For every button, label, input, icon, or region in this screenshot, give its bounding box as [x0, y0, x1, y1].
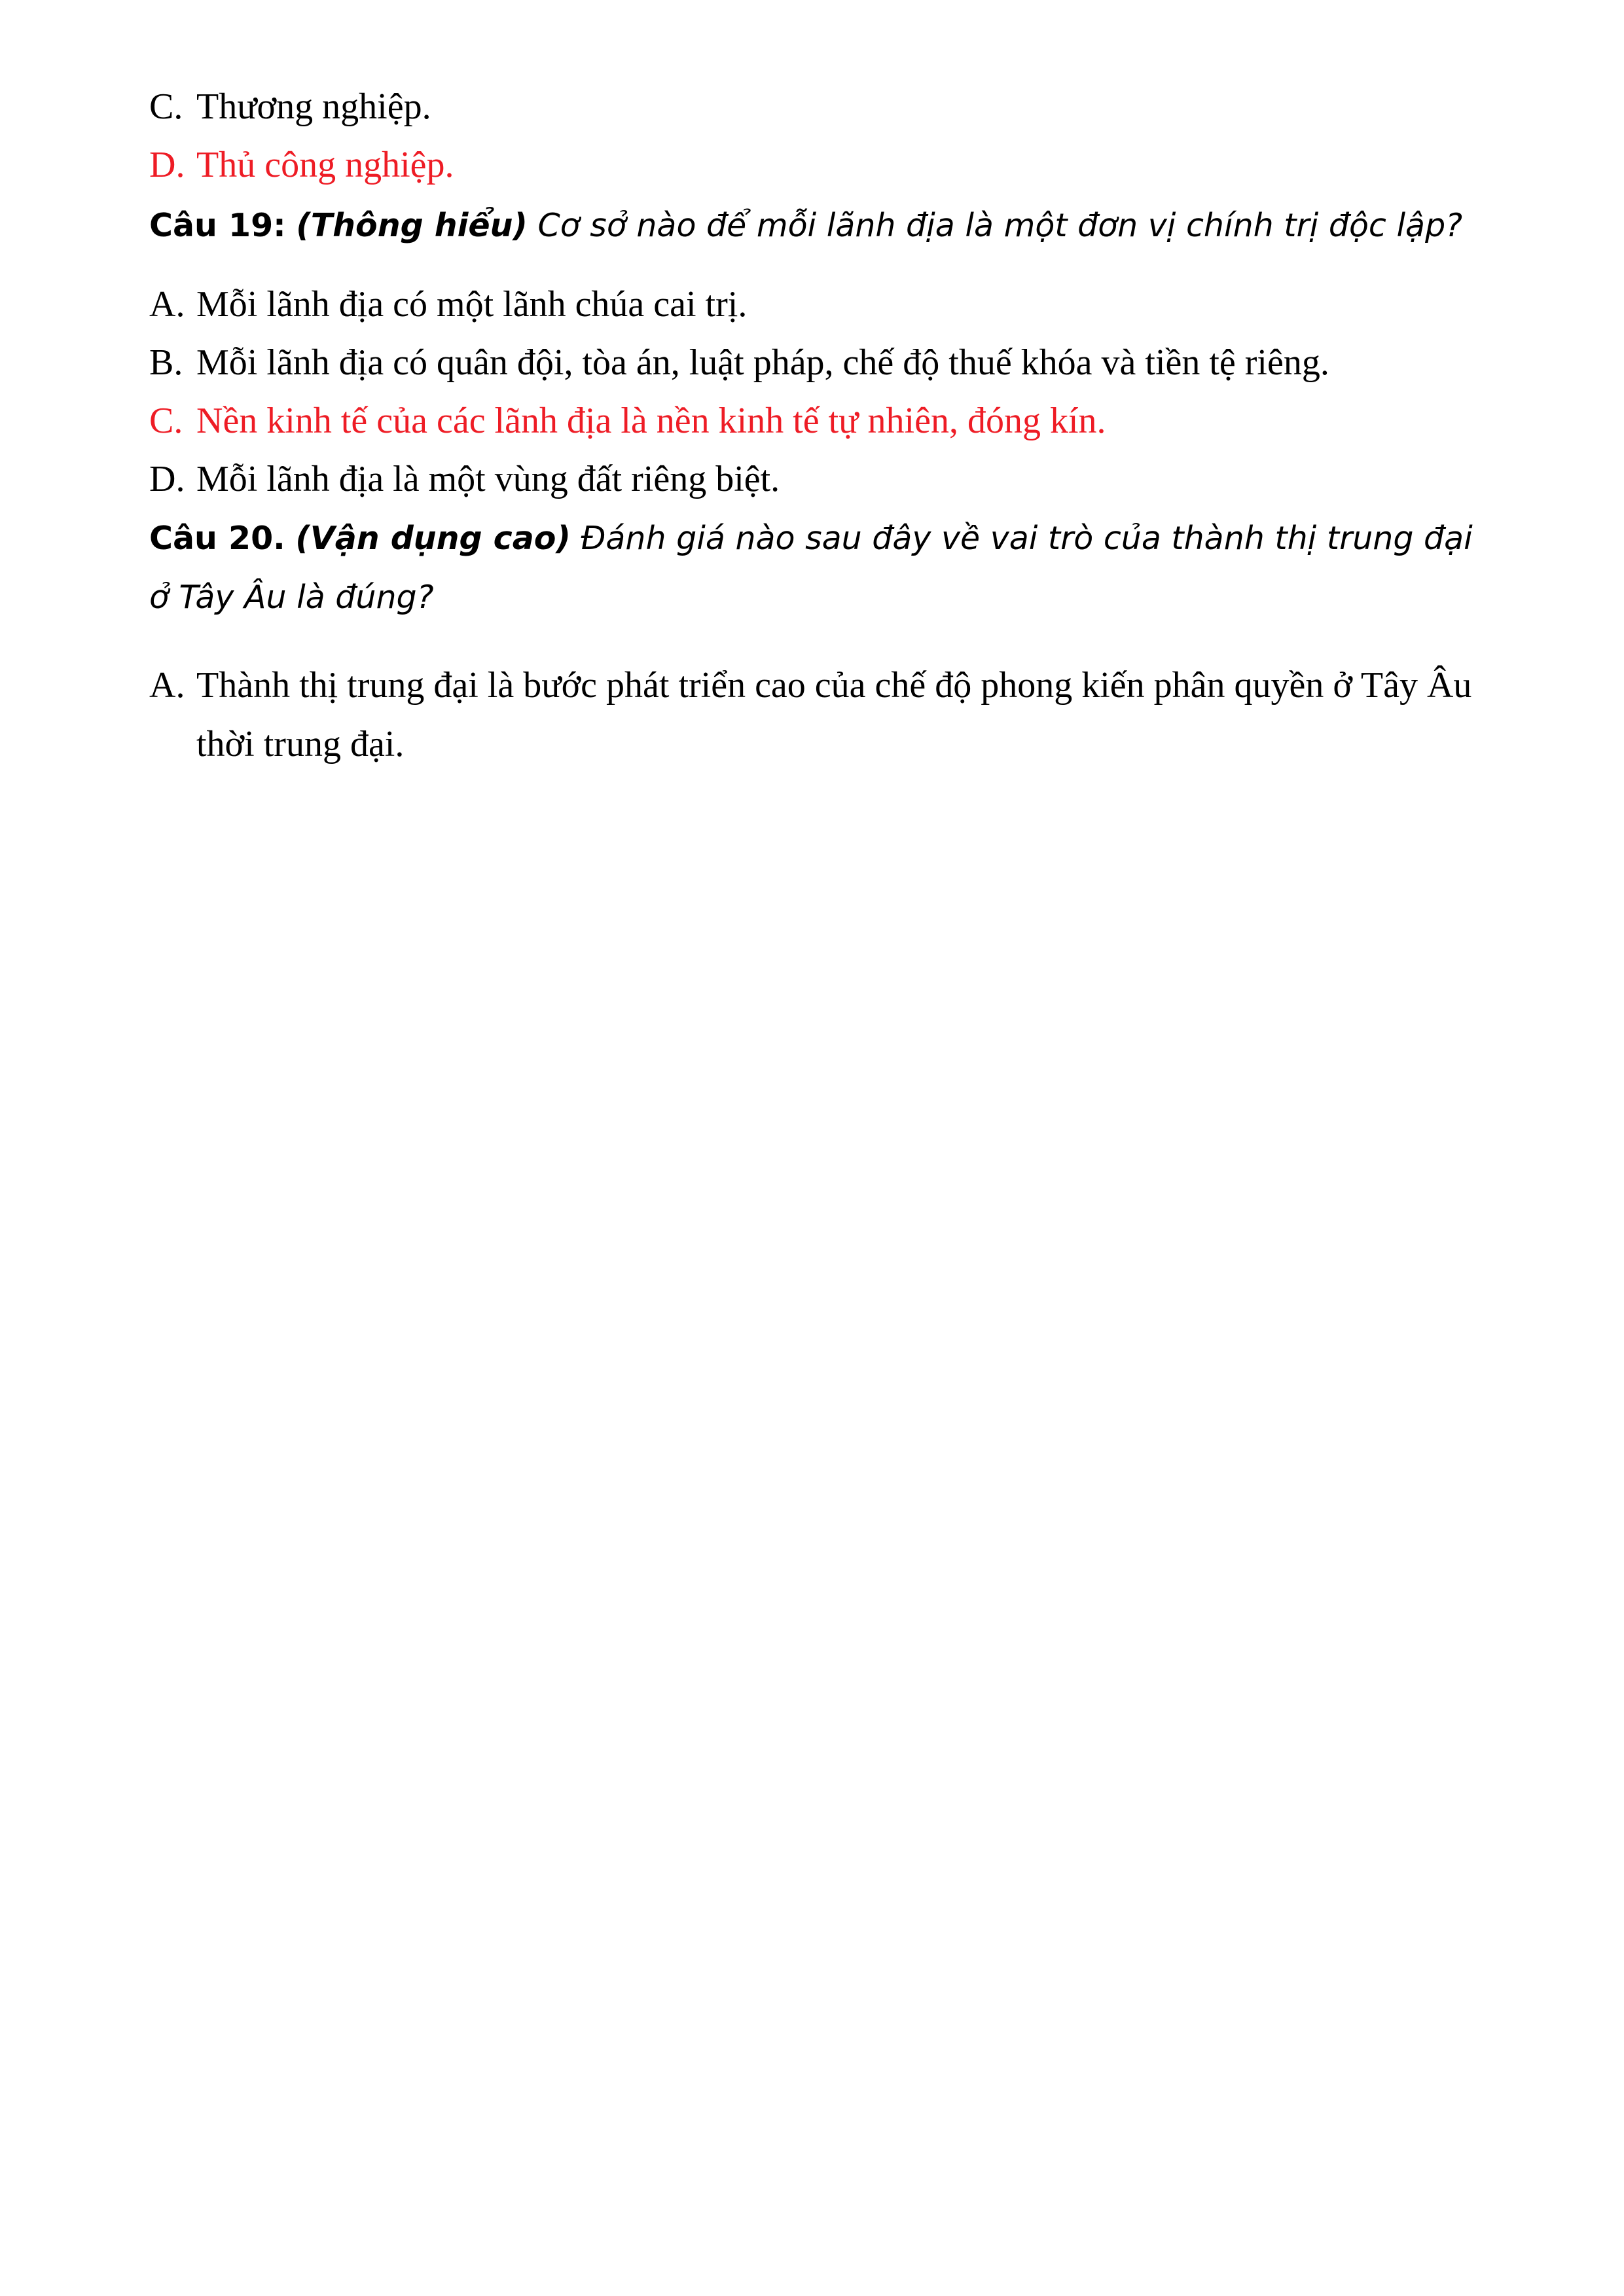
option-letter: B.: [149, 342, 183, 383]
option-letter: D.: [149, 145, 185, 185]
option-text: Nền kinh tế của các lãnh địa là nền kinh tế tự nhiên, đóng kín.: [196, 401, 1106, 441]
option-text: Thành thị trung đại là bước phát triển cao của chế độ phong kiến phân quyền ở Tây Âu thời trung đại.: [196, 665, 1472, 764]
option-letter: A.: [149, 284, 185, 325]
q20-prompt: [149, 509, 1498, 627]
question-level: (Vận dụng cao): [295, 520, 571, 557]
question-stem: Đánh giá nào sau đây về vai trò của thành thị trung đại ở Tây Âu là đúng?: [149, 520, 1473, 616]
question-number: Câu 19: [149, 207, 274, 244]
question-separator: .: [273, 520, 285, 557]
option-letter: C.: [149, 86, 183, 127]
question-level: (Thông hiểu): [296, 207, 528, 244]
question-stem: Cơ sở nào để mỗi lãnh địa là một đơn vị chính trị độc lập?: [537, 207, 1463, 244]
option-text: Thủ công nghiệp.: [196, 145, 454, 185]
option-text: Mỗi lãnh địa có một lãnh chúa cai trị.: [196, 284, 748, 325]
option-text: Mỗi lãnh địa là một vùng đất riêng biệt.: [196, 459, 780, 499]
option-letter: D.: [149, 459, 185, 499]
option-letter: C.: [149, 401, 183, 441]
option-text: Thương nghiệp.: [196, 86, 431, 127]
question-number: Câu 20: [149, 520, 274, 557]
q19-prompt: [149, 196, 1462, 255]
question-separator: :: [273, 207, 286, 244]
option-text: Mỗi lãnh địa có quân đội, tòa án, luật pháp, chế độ thuế khóa và tiền tệ riêng.: [196, 342, 1329, 383]
option-letter: A.: [149, 665, 185, 706]
